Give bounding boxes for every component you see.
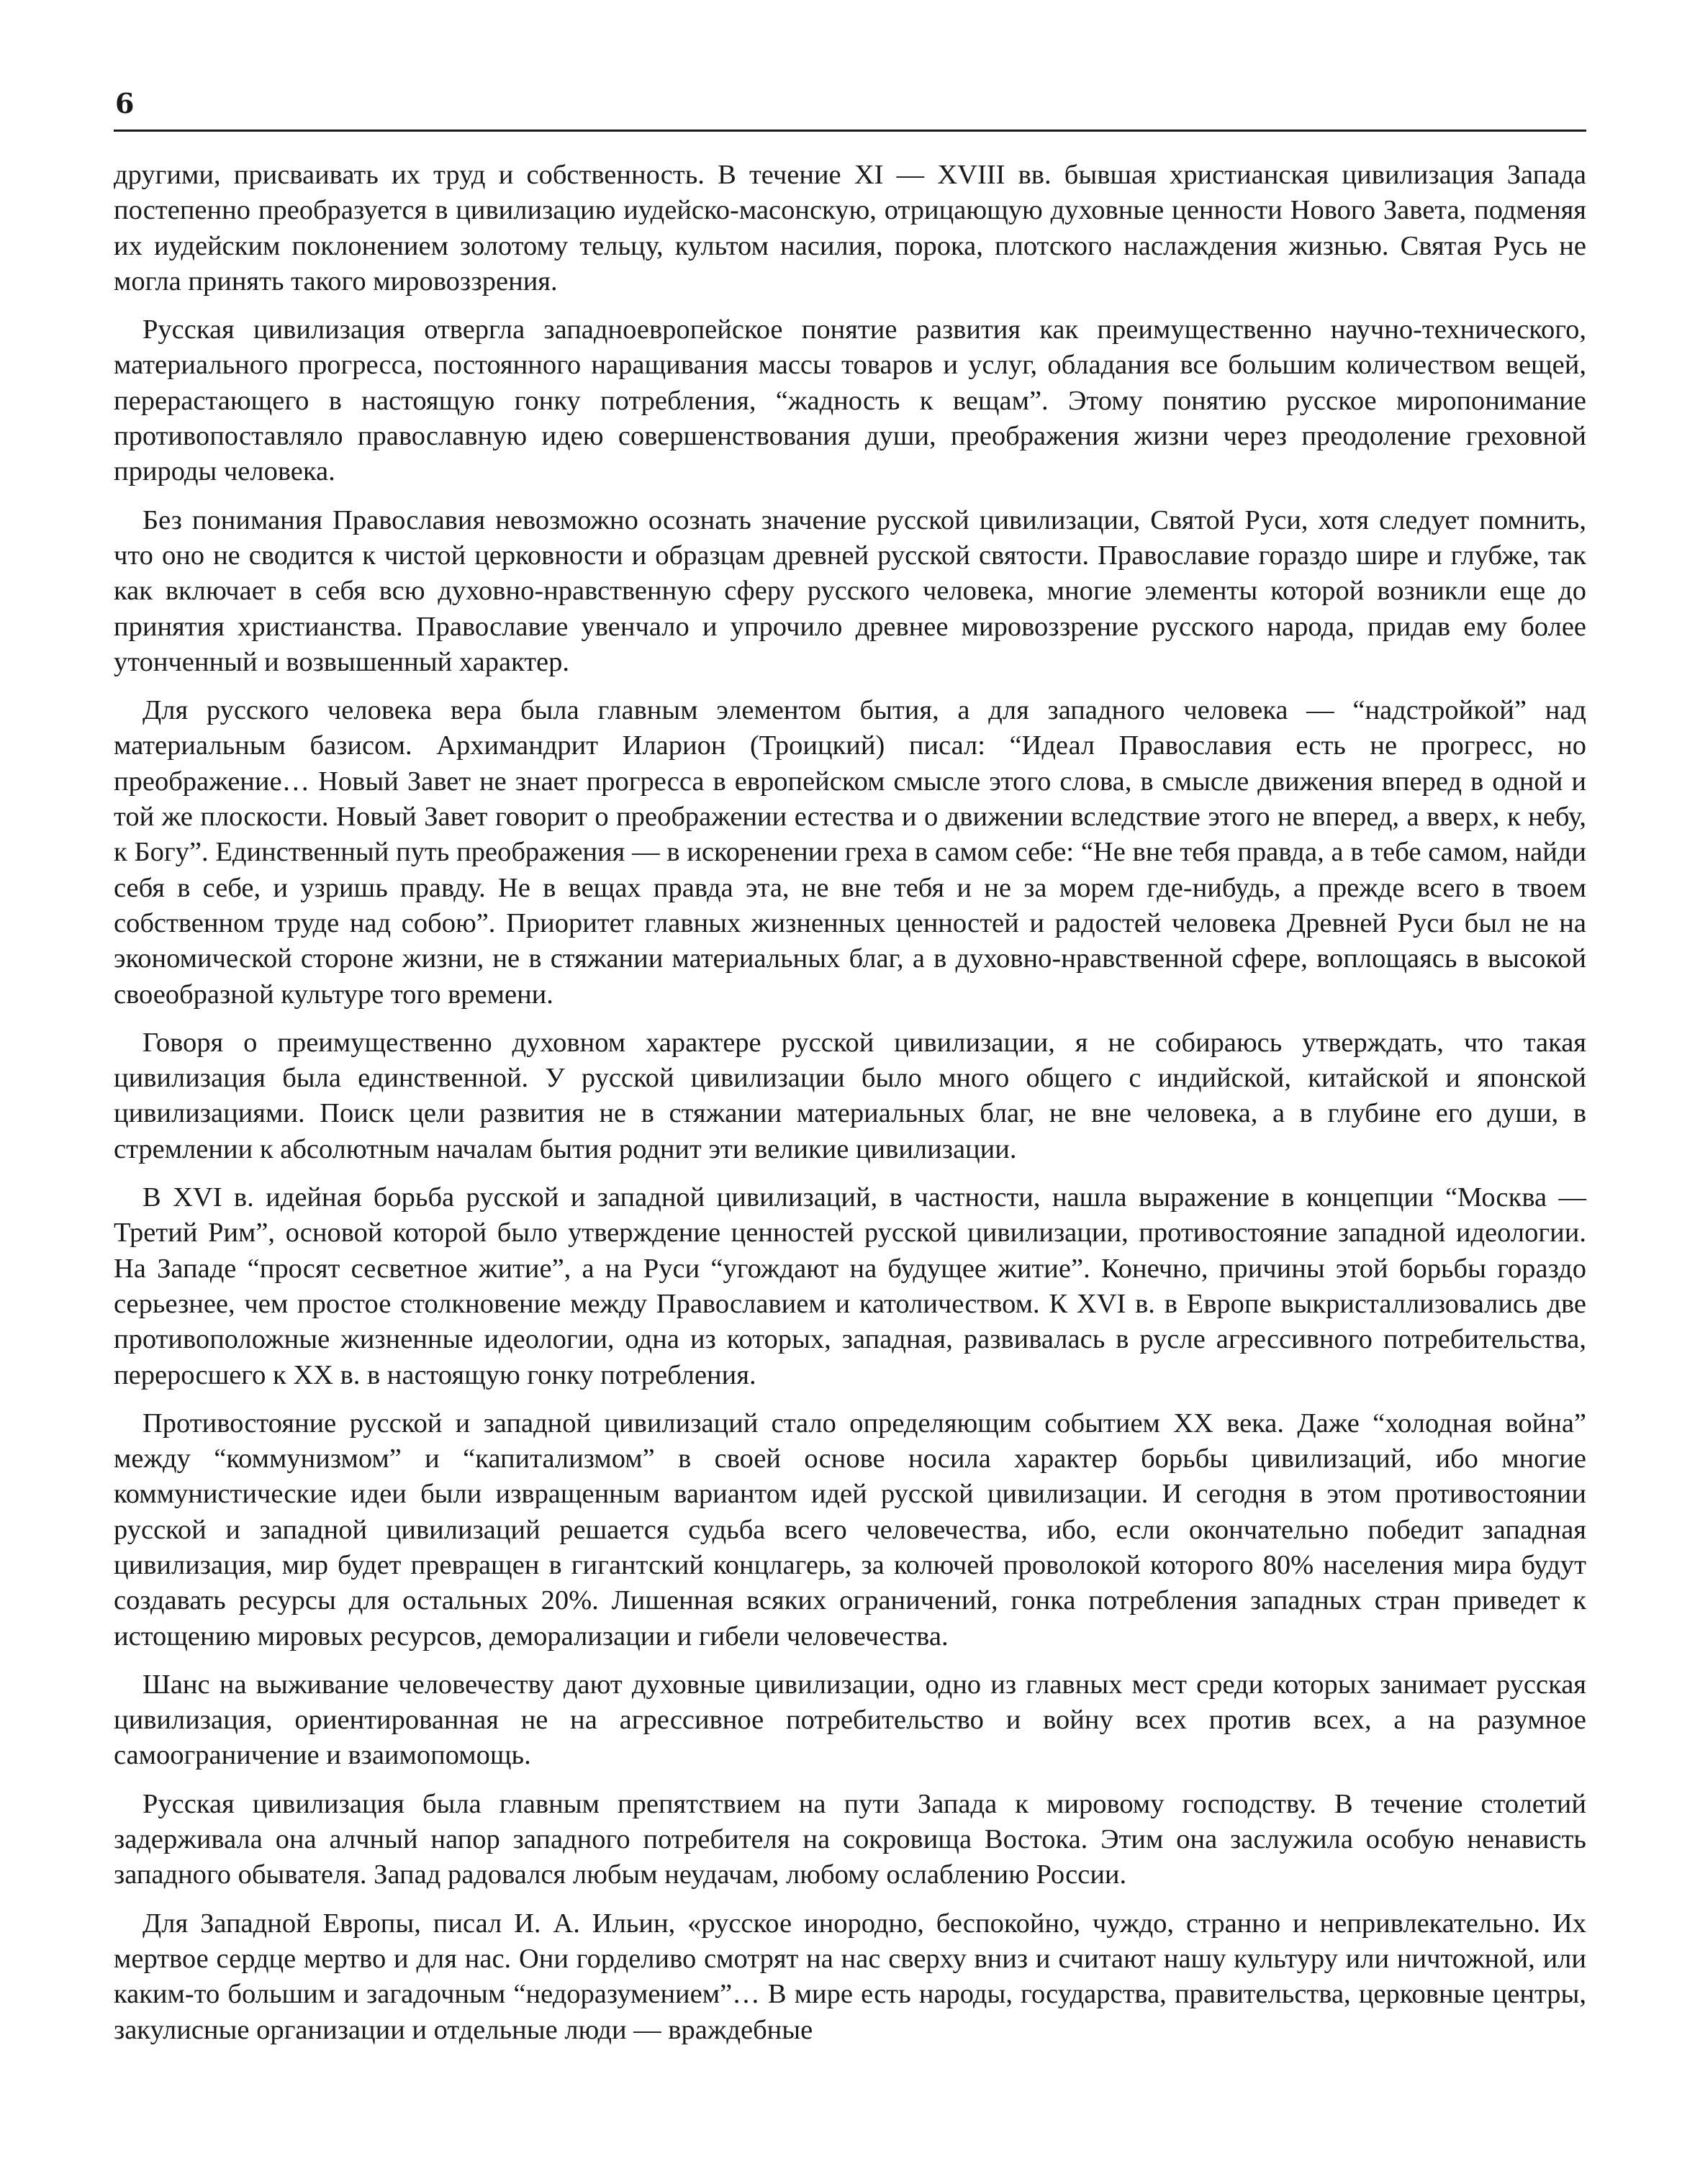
paragraph-10: Для Западной Европы, писал И. А. Ильин, «русское инородно, беспокойно, чуждо, странно и непривлекательно. Их мертвое сердце мертво и для нас. Они горделиво смотрят на нас сверху вниз и считают нашу культуру или ничтожной, или каким-то большим и загадочным “недоразумением”… В мире есть народы, государства, правительства, церковные центры, закулисные организации и отдельные люди — враждебные [114, 1908, 1586, 2045]
page-number: 6 [115, 87, 135, 119]
paragraph-4: Для русского человека вера была главным элементом бытия, а для западного человека — “надстройкой” над материальным базисом. Архимандрит Иларион (Троицкий) писал: “Идеал Православия есть не прогресс, но преображение… Новый Завет не знает прогресса в европейском смысле этого слова, в смысле движения вперед в одной и той же плоскости. Новый Завет говорит о преображении естества и о движении вследствие этого не вперед, а вверх, к небу, к Богу”. Единственный путь преображения — в искоренении греха в самом себе: “Не вне тебя правда, а в тебе самом, найди себя в себе, и узришь правду. Не в вещах правда эта, не вне тебя и не за морем где-нибудь, а прежде всего в твоем собственном труде над собою”. Приоритет главных жизненных ценностей и радостей человека Древней Руси был не на экономической стороне жизни, не в стяжании материальных благ, а в духовно-нравственной сфере, воплощаясь в высокой своеобразной культуре того времени. [114, 695, 1586, 1010]
book-page [114, 85, 1586, 2061]
paragraph-7: Противостояние русской и западной цивилизаций стало определяющим событием XX века. Даже “холодная война” между “коммунизмом” и “капитализмом” в своей основе носила характер борьбы цивилизаций, ибо многие коммунистические идеи были извращенным вариантом идей русской цивилизации. И сегодня в этом противостоянии русской и западной цивилизаций решается судьба всего человечества, ибо, если окончательно победит западная цивилизация, мир будет превращен в гигантский концлагерь, за колючей проволокой которого 80% населения мира будут создавать ресурсы для остальных 20%. Лишенная всяких ограничений, гонка потребления западных стран приведет к истощению мировых ресурсов, деморализации и гибели человечества. [114, 1408, 1586, 1651]
paragraph-9: Русская цивилизация была главным препятствием на пути Запада к мировому господству. В течение столетий задерживала она алчный напор западного потребителя на сокровища Востока. Этим она заслужила особую ненависть западного обывателя. Запад радовался любым неудачам, любому ослаблению России. [114, 1788, 1586, 1890]
body-text [114, 158, 1586, 2048]
paragraph-3: Без понимания Православия невозможно осознать значение русской цивилизации, Святой Руси, хотя следует помнить, что оно не сводится к чистой церковности и образцам древней русской святости. Православие гораздо шире и глубже, так как включает в себя всю духовно-нравственную сферу русского человека, многие элементы которой возникли еще до принятия христианства. Православие увенчало и упрочило древнее мировоззрение русского народа, придав ему более утонченный и возвышенный характер. [114, 504, 1586, 677]
page-header [114, 85, 1586, 132]
paragraph-6: В XVI в. идейная борьба русской и западной цивилизаций, в частности, нашла выражение в концепции “Москва — Третий Рим”, основой которой было утверждение ценностей русской цивилизации, противостояние западной идеологии. На Западе “просят сесветное житие”, а на Руси “угождают на будущее житие”. Конечно, причины этой борьбы гораздо серьезнее, чем простое столкновение между Православием и католичеством. К XVI в. в Европе выкристаллизовались две противоположные жизненные идеологии, одна из которых, западная, развивалась в русле агрессивного потребительства, переросшего к XX в. в настоящую гонку потребления. [114, 1182, 1586, 1390]
paragraph-5: Говоря о преимущественно духовном характере русской цивилизации, я не собираюсь утверждать, что такая цивилизация была единственной. У русской цивилизации было много общего с индийской, китайской и японской цивилизациями. Поиск цели развития не в стяжании материальных благ, не вне человека, а в глубине его души, в стремлении к абсолютным началам бытия роднит эти великие цивилизации. [114, 1027, 1586, 1164]
paragraph-1: другими, присваивать их труд и собственность. В течение XI — XVIII вв. бывшая христианская цивилизация Запада постепенно преобразуется в цивилизацию иудейско-масонскую, отрицающую духовные ценности Нового Завета, подменяя их иудейским поклонением золотому тельцу, культом насилия, порока, плотского наслаждения жизнью. Святая Русь не могла принять такого мировоззрения. [114, 160, 1586, 296]
paragraph-2: Русская цивилизация отвергла западноевропейское понятие развития как преимущественно научно-технического, материального прогресса, постоянного наращивания массы товаров и услуг, обладания все большим количеством вещей, перерастающего в настоящую гонку потребления, “жадность к вещам”. Этому понятию русское миропонимание противопоставляло православную идею совершенствования души, преображения жизни через преодоление греховной природы человека. [114, 314, 1586, 487]
paragraph-8: Шанс на выживание человечеству дают духовные цивилизации, одно из главных мест среди которых занимает русская цивилизация, ориентированная не на агрессивное потребительство и войну всех против всех, а на разумное самоограничение и взаимопомощь. [114, 1669, 1586, 1771]
